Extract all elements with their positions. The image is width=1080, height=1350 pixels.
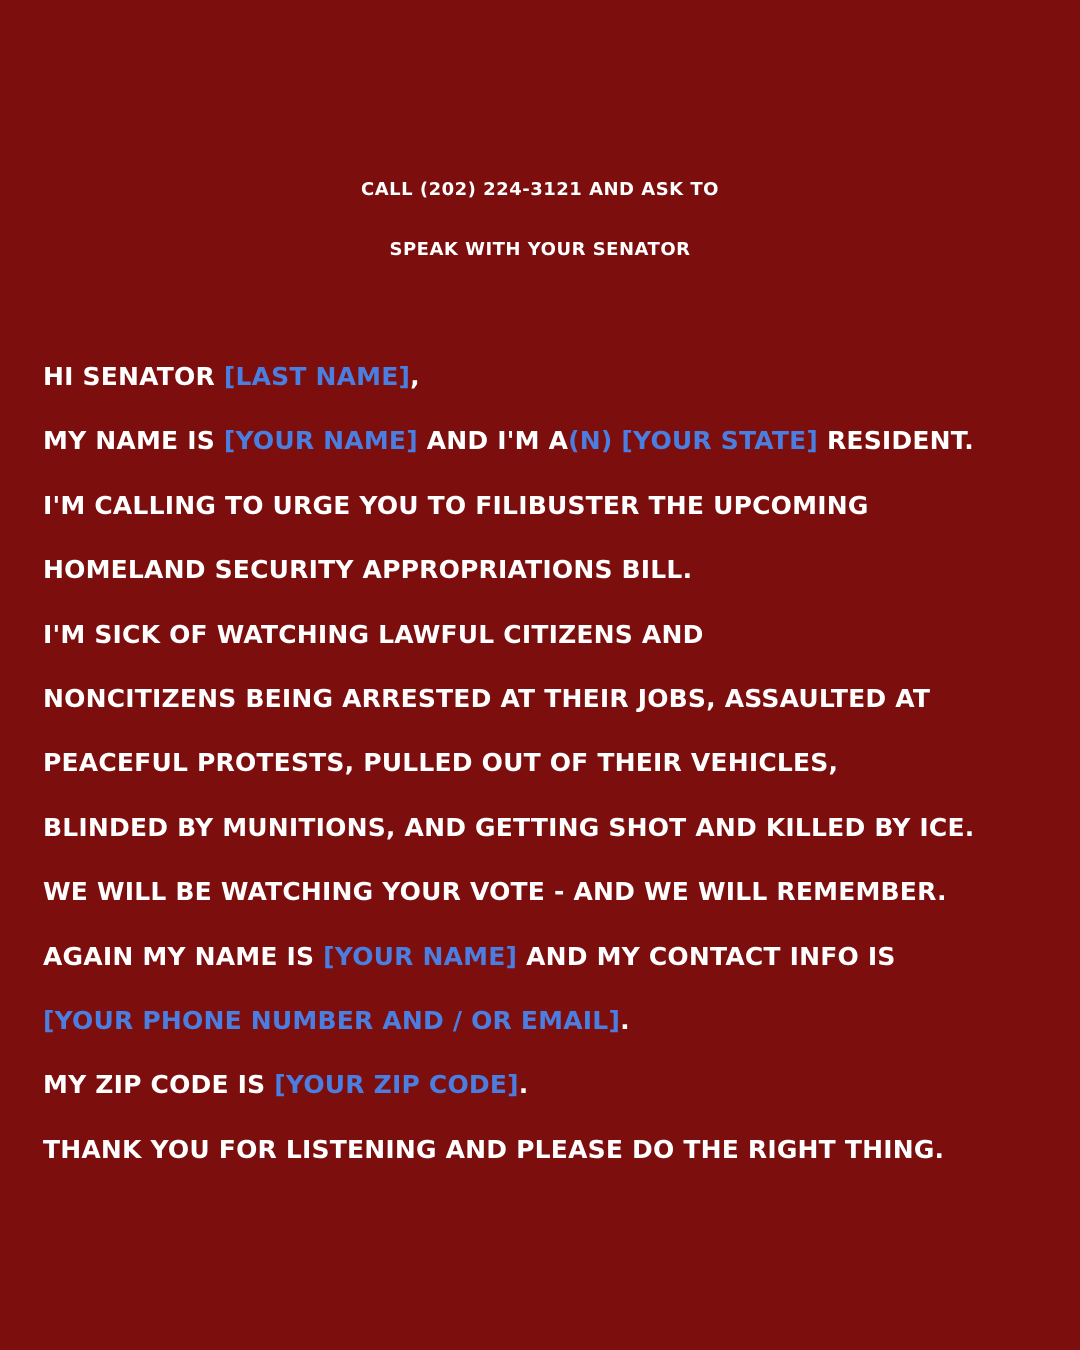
headline-line-1: CALL (202) 224-3121 AND ASK TO xyxy=(361,179,719,200)
script-line-7: PEACEFUL PROTESTS, PULLED OUT OF THEIR VEHICLES, xyxy=(43,748,839,778)
placeholder-your-name: [YOUR NAME] xyxy=(223,426,418,456)
script-text: AGAIN MY NAME IS xyxy=(43,941,324,971)
script-line-9: WE WILL BE WATCHING YOUR VOTE - AND WE WILL REMEMBER. xyxy=(43,877,947,907)
script-text: HI SENATOR xyxy=(43,362,224,391)
script-line-contact-info xyxy=(43,1000,1053,1064)
script-line-8: BLINDED BY MUNITIONS, AND GETTING SHOT AND KILLED BY ICE. xyxy=(43,812,975,842)
script-text: MY NAME IS xyxy=(43,426,224,456)
headline-line-2: SPEAK WITH YOUR SENATOR xyxy=(389,239,691,260)
script-line-4: HOMELAND SECURITY APPROPRIATIONS BILL. xyxy=(43,555,693,585)
script-line-zip xyxy=(43,1064,1053,1128)
script-line-contact xyxy=(43,936,1053,1000)
script-text: AND MY CONTACT INFO IS xyxy=(517,941,896,971)
placeholder-last-name: [LAST NAME] xyxy=(223,362,411,391)
call-script xyxy=(43,356,1053,1193)
script-text: . xyxy=(620,1005,630,1035)
script-line-5: I'M SICK OF WATCHING LAWFUL CITIZENS AND xyxy=(43,619,704,649)
placeholder-zip-code: [YOUR ZIP CODE] xyxy=(274,1070,519,1100)
script-line-3: I'M CALLING TO URGE YOU TO FILIBUSTER THE UPCOMING xyxy=(43,490,869,520)
script-text: , xyxy=(410,362,420,391)
script-text: RESIDENT. xyxy=(818,426,974,456)
script-line-6: NONCITIZENS BEING ARRESTED AT THEIR JOBS, ASSAULTED AT xyxy=(43,683,931,713)
placeholder-your-state: (N) [YOUR STATE] xyxy=(568,426,819,456)
headline xyxy=(0,160,1080,280)
placeholder-your-name: [YOUR NAME] xyxy=(323,941,518,971)
script-line-greeting xyxy=(43,356,1053,420)
script-line-introduction xyxy=(43,420,1053,484)
script-text: AND I'M A xyxy=(417,426,569,456)
script-text: MY ZIP CODE IS xyxy=(43,1070,275,1100)
placeholder-phone-or-email: [YOUR PHONE NUMBER AND / OR EMAIL] xyxy=(43,1005,621,1035)
script-text: . xyxy=(518,1070,529,1100)
script-line-closing: THANK YOU FOR LISTENING AND PLEASE DO THE RIGHT THING. xyxy=(43,1134,945,1164)
